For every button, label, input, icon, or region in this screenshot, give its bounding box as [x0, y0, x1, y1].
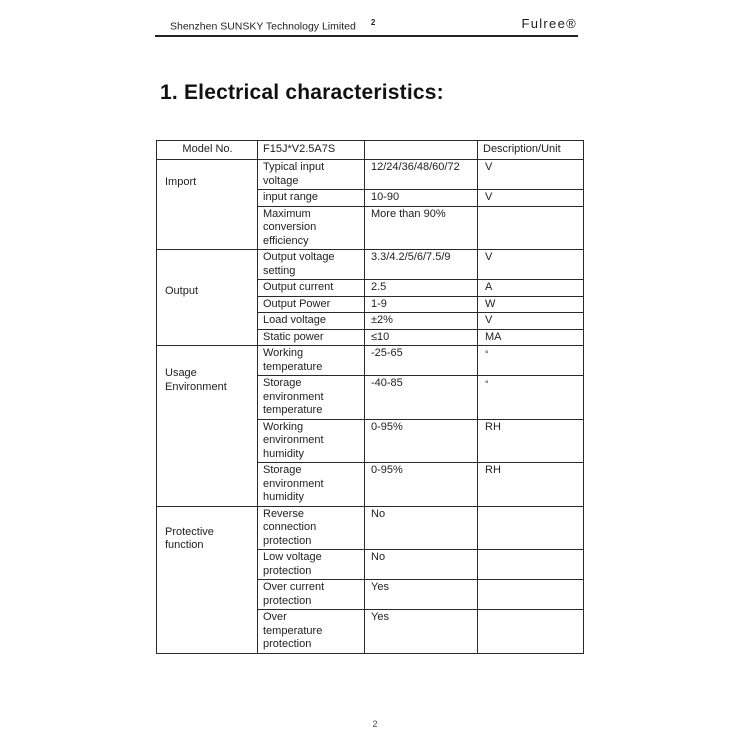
param-cell: Low voltage protection [258, 550, 365, 580]
company-name-text: Shenzhen SUNSKY Technology Limited [170, 20, 356, 33]
param-cell: Load voltage [258, 313, 365, 330]
unit-cell [478, 580, 584, 610]
unit-cell: V [478, 190, 584, 207]
value-cell: 10-90 [365, 190, 478, 207]
unit-cell: MA [478, 330, 584, 347]
page-title: 1. Electrical characteristics: [160, 81, 444, 104]
unit-cell [478, 550, 584, 580]
value-cell: No [365, 507, 478, 551]
unit-cell [478, 610, 584, 654]
table-row [157, 507, 584, 551]
group-label: Import [157, 160, 258, 250]
value-cell: No [365, 550, 478, 580]
param-cell: Working environment humidity [258, 420, 365, 464]
value-cell: -25-65 [365, 346, 478, 376]
unit-cell: RH [478, 463, 584, 507]
param-cell: Output voltage setting [258, 250, 365, 280]
table-row [157, 346, 584, 376]
unit-cell: A [478, 280, 584, 297]
param-cell: Output Power [258, 297, 365, 314]
unit-cell: V [478, 250, 584, 280]
document-header [0, 0, 750, 40]
spec-table [156, 140, 584, 654]
value-cell: 0-95% [365, 420, 478, 464]
unit-cell: W [478, 297, 584, 314]
value-cell: ≤10 [365, 330, 478, 347]
value-cell: Yes [365, 610, 478, 654]
param-cell: Over temperature protection [258, 610, 365, 654]
value-cell: More than 90% [365, 207, 478, 251]
param-cell: Storage environment humidity [258, 463, 365, 507]
spec-table-body [157, 160, 584, 654]
table-row [157, 250, 584, 280]
param-cell: Output current [258, 280, 365, 297]
table-row [157, 160, 584, 190]
unit-cell [478, 507, 584, 551]
unit-cell: V [478, 160, 584, 190]
header-cell-description-unit: Description/Unit [478, 141, 584, 160]
header-superscript: 2 [370, 18, 376, 27]
group-label: Protective function [157, 507, 258, 654]
table-header-row [157, 141, 584, 160]
header-cell-empty [365, 141, 478, 160]
param-cell: Maximum conversion efficiency [258, 207, 365, 251]
page-number: 2 [372, 719, 378, 729]
value-cell: 3.3/4.2/5/6/7.5/9 [365, 250, 478, 280]
page-footer [0, 719, 750, 729]
value-cell: 0-95% [365, 463, 478, 507]
group-label: Usage Environment [157, 346, 258, 507]
param-cell: Working temperature [258, 346, 365, 376]
value-cell: -40-85 [365, 376, 478, 420]
group-label: Output [157, 250, 258, 346]
param-cell: Typical input voltage [258, 160, 365, 190]
unit-cell: V [478, 313, 584, 330]
unit-cell: ° [478, 346, 584, 376]
value-cell: ±2% [365, 313, 478, 330]
brand-logo: Fulree® [521, 16, 577, 31]
param-cell: Reverse connection protection [258, 507, 365, 551]
header-rule [155, 35, 578, 37]
param-cell: Static power [258, 330, 365, 347]
param-cell: Over current protection [258, 580, 365, 610]
header-cell-model-value: F15J*V2.5A7S [258, 141, 365, 160]
unit-cell: RH [478, 420, 584, 464]
value-cell: 12/24/36/48/60/72 [365, 160, 478, 190]
value-cell: 1-9 [365, 297, 478, 314]
param-cell: Storage environment temperature [258, 376, 365, 420]
unit-cell [478, 207, 584, 251]
value-cell: 2.5 [365, 280, 478, 297]
unit-cell: ° [478, 376, 584, 420]
value-cell: Yes [365, 580, 478, 610]
param-cell: input range [258, 190, 365, 207]
header-cell-model-no: Model No. [157, 141, 258, 160]
company-name [170, 18, 375, 33]
